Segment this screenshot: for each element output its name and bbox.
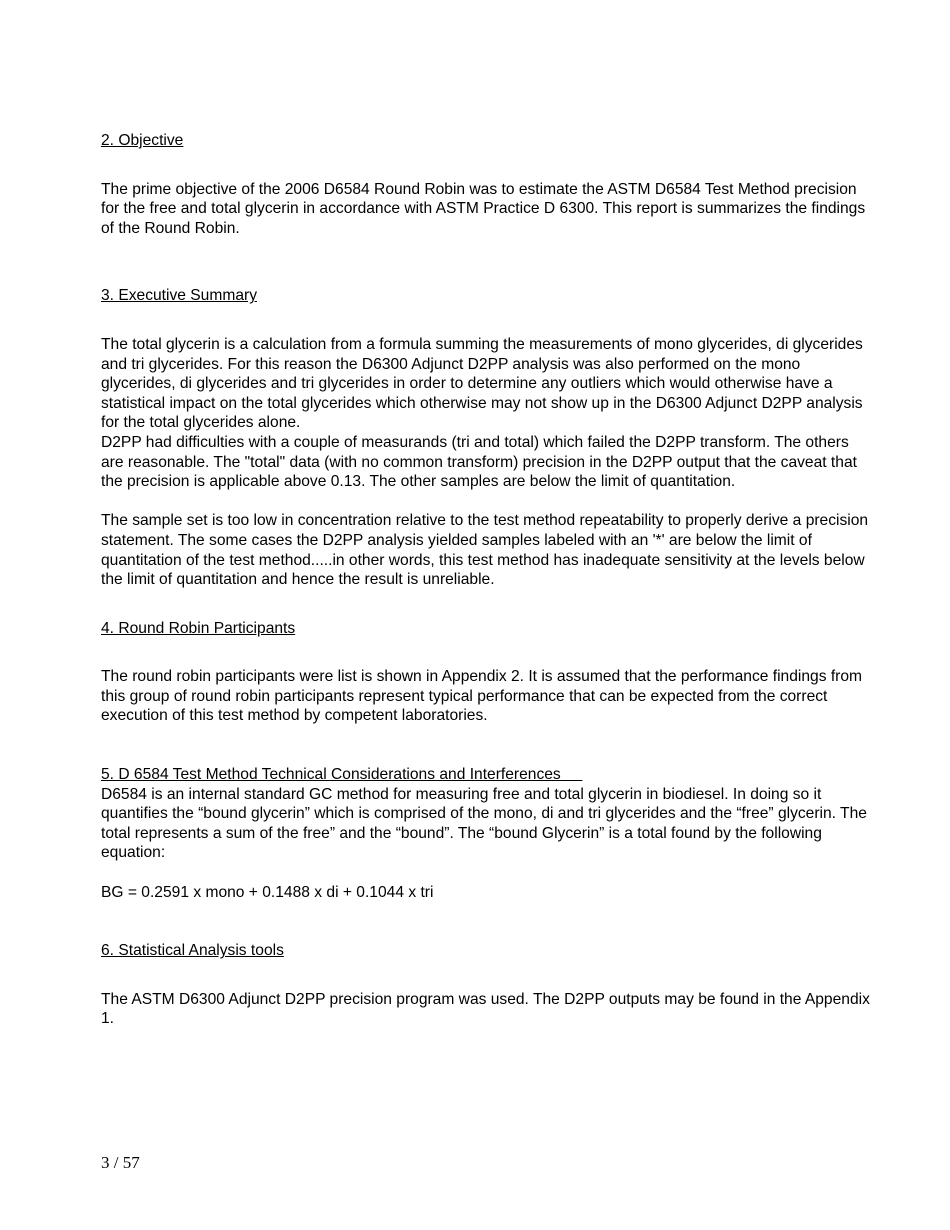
section-heading: 6. Statistical Analysis tools: [101, 942, 284, 960]
section-objective: [101, 131, 871, 238]
section-technical: [101, 765, 871, 902]
section-participants: [101, 619, 871, 726]
section-statistical: [101, 941, 871, 1029]
page-content: [101, 131, 871, 1029]
page-number: 3 / 57: [101, 1153, 140, 1172]
paragraph: The prime objective of the 2006 D6584 Round Robin was to estimate the ASTM D6584 Test Method precision for the free and total glycerin in accordance with ASTM Practice D 6300. This report is summarizes the findings of the Round Robin.: [101, 180, 866, 237]
paragraph: The sample set is too low in concentration relative to the test method repeatability to properly derive a precision statement. The some cases the D2PP analysis yielded samples labeled with an '*' are below the limit of quantitation of the test method.....in other words, this test method has inadequate sensitivity at the levels below the limit of quantitation and hence the result is unreliable.: [101, 512, 869, 589]
paragraph: The ASTM D6300 Adjunct D2PP precision program was used. The D2PP outputs may be found in the Appendix 1.: [101, 990, 870, 1028]
paragraph: The total glycerin is a calculation from a formula summing the measurements of mono glycerides, di glycerides and tri glycerides. For this reason the D6300 Adjunct D2PP analysis was also performed on the mono glycerides, di glycerides and tri glycerides in order to determine any outliers which would otherwise have a statistical impact on the total glycerides which otherwise may not show up in the D6300 Adjunct D2PP analysis for the total glycerides alone.: [101, 335, 863, 432]
equation: BG = 0.2591 x mono + 0.1488 x di + 0.1044 x tri: [101, 883, 434, 901]
section-heading: 2. Objective: [101, 132, 184, 149]
section-heading: 3. Executive Summary: [101, 287, 257, 305]
paragraph: The round robin participants were list is shown in Appendix 2. It is assumed that the performance findings from this group of round robin participants represent typical performance that can be expected from the correct execution of this test method by competent laboratories.: [101, 668, 863, 725]
section-heading: 4. Round Robin Participants: [101, 619, 296, 637]
paragraph: D6584 is an internal standard GC method for measuring free and total glycerin in biodiesel. In doing so it quantifies the “bound glycerin” which is comprised of the mono, di and tri glycerides and the “free” glycerin. The total represents a sum of the free” and the “bound”. The “bound Glycerin” is a total found by the following equation:: [101, 785, 867, 862]
section-heading: 5. D 6584 Test Method Technical Considerations and Interferences: [101, 766, 583, 784]
section-executive-summary: [101, 286, 871, 589]
paragraph: D2PP had difficulties with a couple of measurands (tri and total) which failed the D2PP transform. The others are reasonable. The "total" data (with no common transform) precision in the D2PP output that the caveat that the precision is applicable above 0.13. The other samples are below the limit of quantitation.: [101, 433, 857, 491]
